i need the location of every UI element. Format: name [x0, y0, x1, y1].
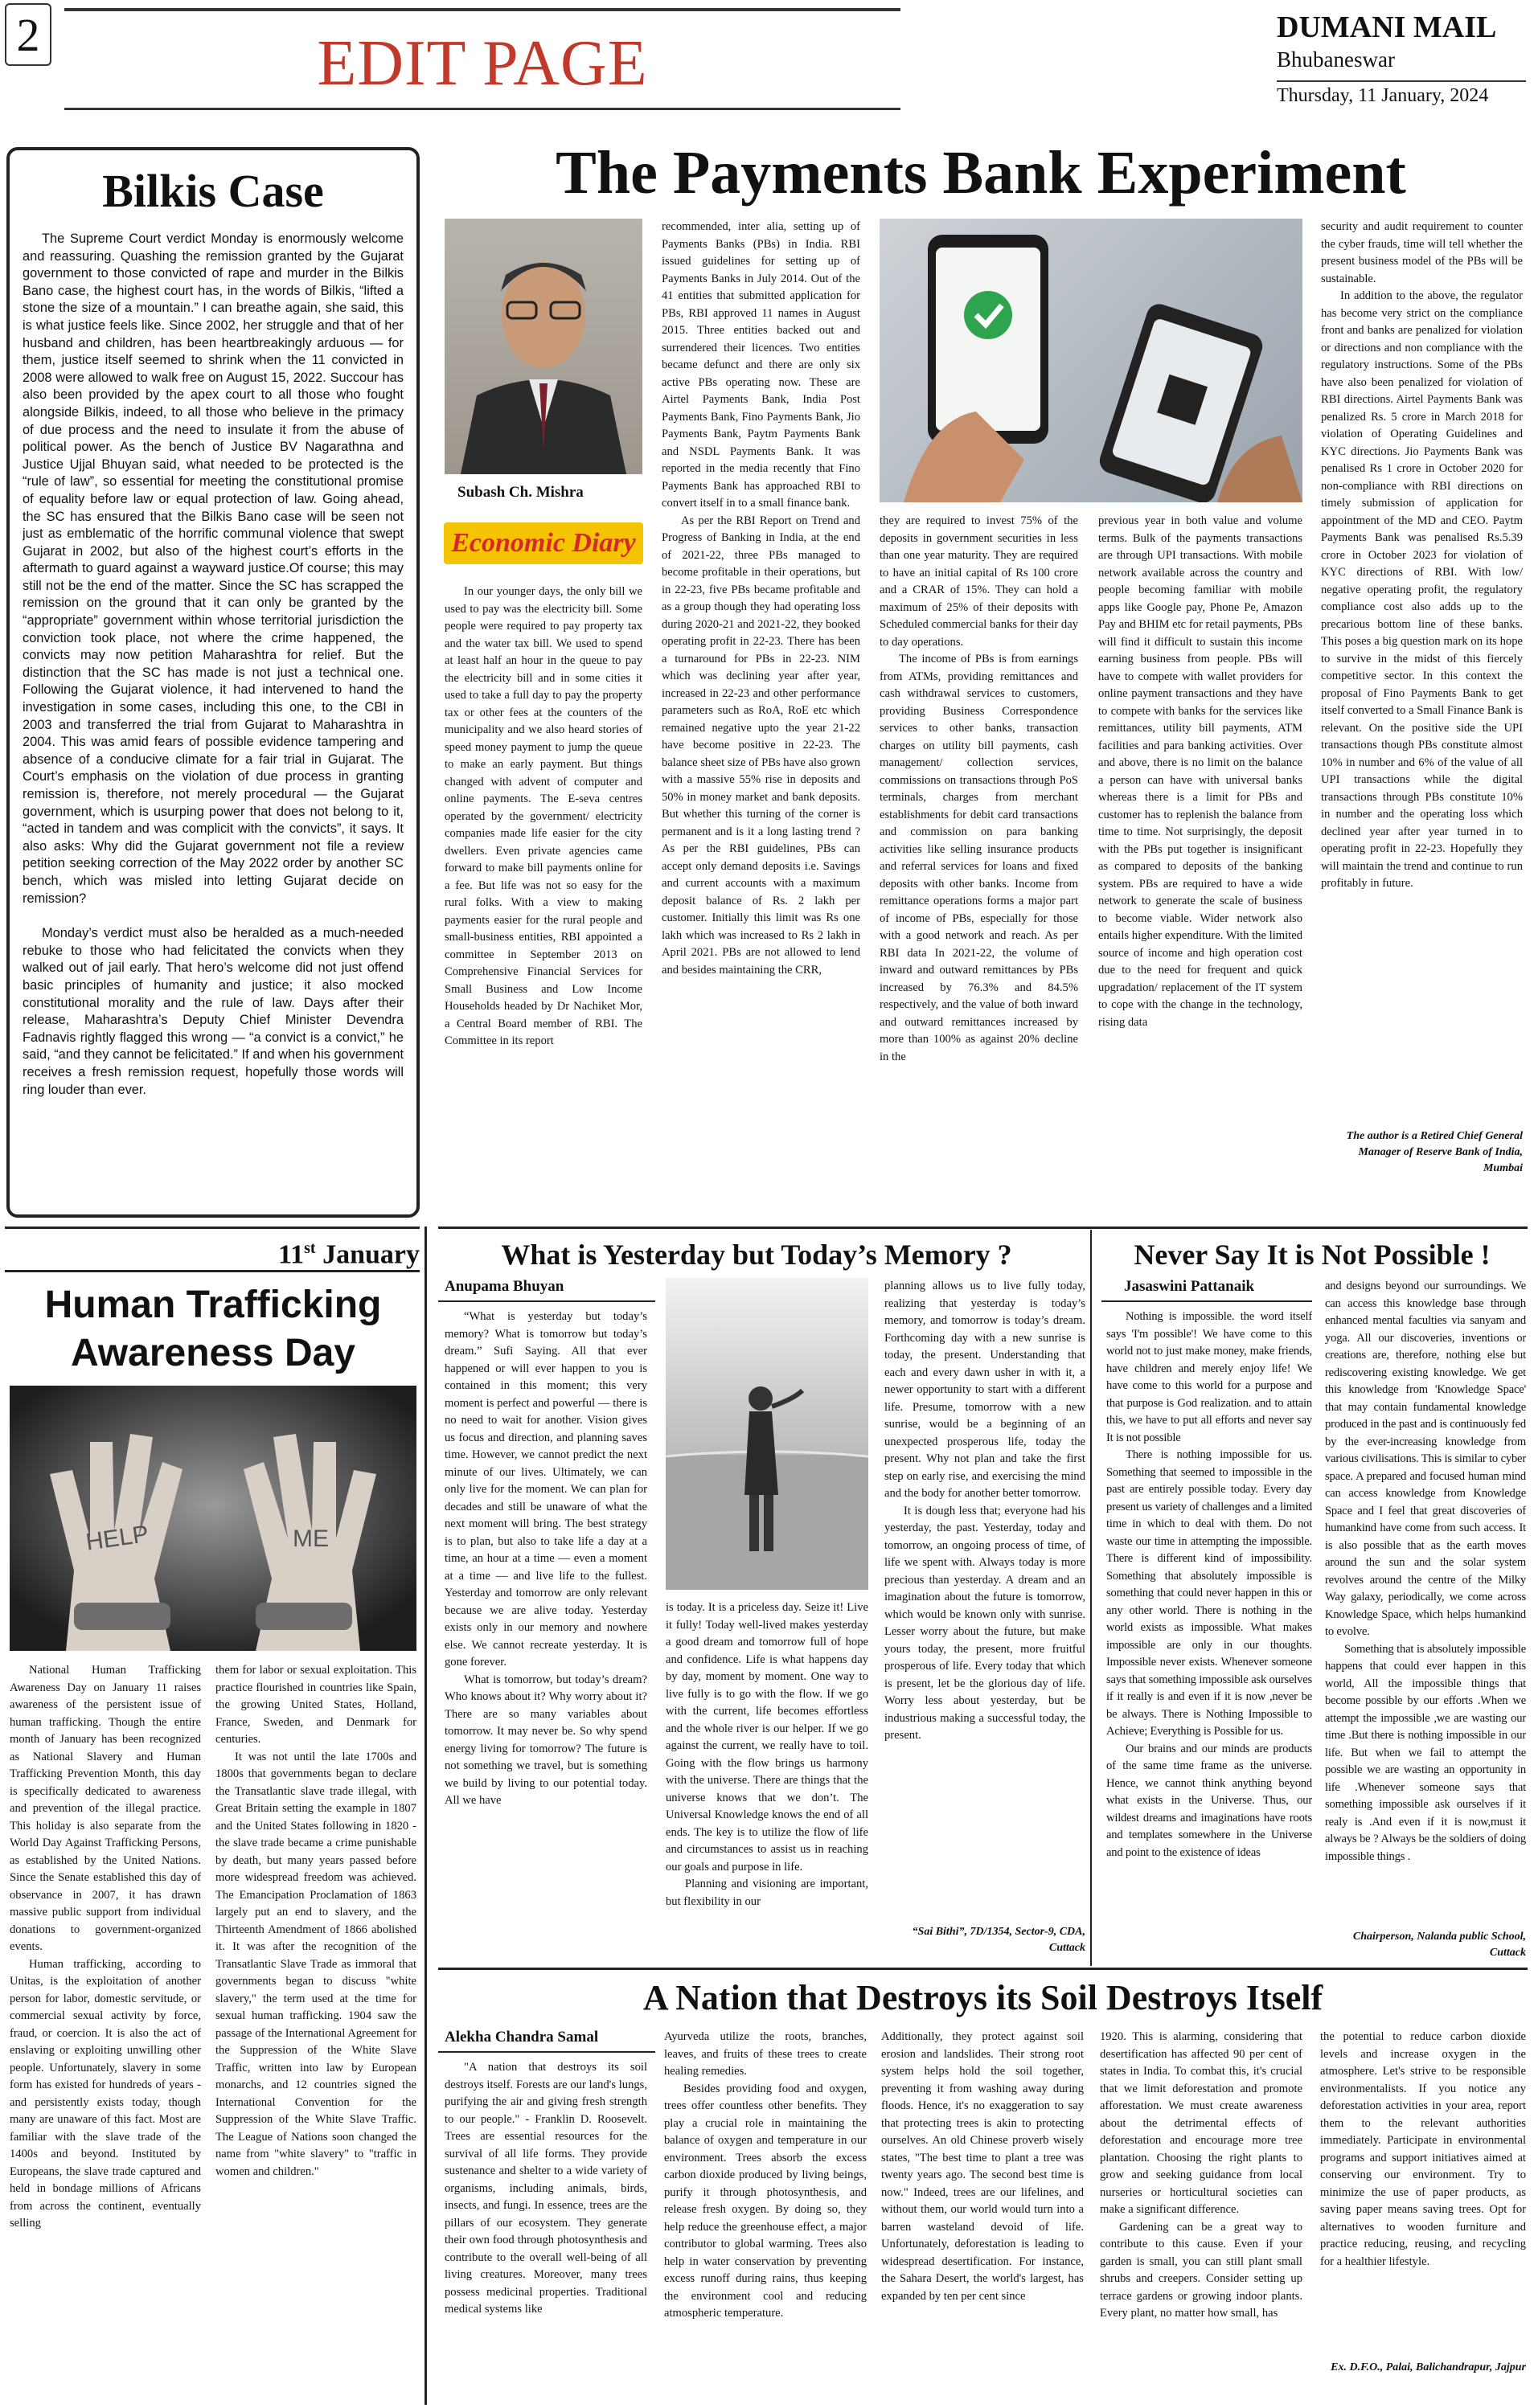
date-rule — [1277, 80, 1526, 82]
article-paragraph: As per the RBI Report on Trend and Progress of Banking in India, at the end of 2021-22, three PBs managed to become profitable in their operations, but in 22-23, five PBs became profitable and as a group though they had operating loss during 2020-21 and 2021-22, they booked operating profit in 22-23. There has been a turnaround for PBs in 22-23. NIM which was declining year after year, increased in 22-23 and other performance parameters such as RoA, RoE etc which remained negative upto the year 21-22 have become positive in 22-23. The balance sheet size of PBs have also grown with a massive 55% rise in deposits and 50% in money market and bank deposits. But whether this turning of the corner is permanent and is it a long lasting trend ? As per the RBI guidelines, PBs can accept only demand deposits i.e. Savings and current accounts with a maximum deposit balance of Rs. 2 lakh per customer. Initially this limit was Rs one lakh which was increased to Rs 2 lakh in April 2021. PBs are not allowed to lend and besides maintaining the CRR, — [662, 514, 860, 977]
chained-hands-photo — [10, 1386, 416, 1651]
article-paragraph: planning allows us to live fully today, realizing that yesterday is today’s memory, and tomorrow is today’s dream. Forthcoming day with a new sunrise is today, the present. Understanding that each and every dawn usher in with it, a newer opportunity to start with a different life. Presume, tomorrow with a new sunrise, would be a beginning of an unexpected prosperous life, today the present. Why not plan and take the first step on early rise, and exercising the mind and the body for another better tomorrow. — [884, 1280, 1085, 1500]
article-paragraph: In addition to the above, the regulator has become very strict on the compliance front and banks are penalized for violation or directions and non compliance with the regulatory instructions. Some of the PBs have also been penalized for violation of RBI directions. Airtel Payments Bank was penalized Rs. 5 crore in March 2018 for violation of Operating Guidelines and KYC directions. Jio Payments Bank was penalised Rs 1 crore in October 2020 for non-compliance with RBI directions on timely submission of application for appointment of the MD and CEO. Paytm Payments Bank was penalised Rs.5.39 crore in October 2023 for violation of KYC directions of RBI. With low/ negative operating profit, the regulatory compliance cost also adds up to the precarious bottom line of these banks. This poses a big question mark on its hope to survive in the midst of this fiercely competitive sector. In this context the proposal of Fino Payments Bank to get itself converted to a Small Finance Bank is relevant. On the positive side the UPI transactions though PBs constitute almost 10% in number and 6% of the value of all UPI transactions while the digital transactions through PBs constitute 10% in number and the operating loss which declined year after year turned in to operating profit in 22-23. Hopefully they will maintain the trend and continue to run profitably in future. — [1321, 289, 1523, 890]
article-paragraph: Nothing is impossible. the word itself says 'I'm possible'! We have come to this world not to just make money, make friends, have children and merely enjoy life! We have come to this world for a purpose and that purpose is God realization. and to attain this, we have to put all efforts and never say It is not possible — [1106, 1310, 1312, 1444]
yesterday-author: Anupama Bhuyan — [445, 1278, 564, 1295]
article-paragraph: It is dough less that; everyone had his yesterday, the past. Yesterday, today and tomorrow, an ongoing process of time, of life we spent with. Always today is more precious than yesterday. A dream and an imagination about the future is tomorrow, which would be known only with sunrise. Lesser worry about the future, but make yours today, the present, more fruitful prosperous of life. Every today that which is present, let be the glorious day of life. Worry less about yesterday, but be industrious making a successful today, the present. — [884, 1504, 1085, 1742]
article-paragraph: The income of PBs is from earnings from ATMs, providing remittances and cash withdrawal services to customers, providing Business Correspondence services to other banks, transaction charges on utility bill payments, cash management/ collection services, commissions on transactions through PoS terminals, charges from merchant establishments for debit card transactions and commission on para banking activities like selling insurance products and referral services for loans and fixed deposits with other banks. Income from remittance operations forms a major part of income of PBs, especially for those with a good network and reach. As per RBI data In 2021-22, the volume of inward and outward remittances by PBs increased by 76.3% and 84.5% respectively, and the value of both inward and outward remittances increased by more than 100% as against 20% decline in the — [880, 653, 1078, 1063]
never-author: Jasaswini Pattanaik — [1124, 1278, 1255, 1295]
article-paragraph: recommended, inter alia, setting up of Payments Banks (PBs) in India. RBI issued guidelines for setting up of Payments Banks in July 2014. Out of the 41 entities that submitted application for PBs, RBI approved 11 names in August 2015. Three entities backed out and surrendered their licences. Two entities became defunct and there are only six active PBs operating now. These are Airtel Payments Bank, India Post Payments Bank, Fino Payments Bank, Jio Payments Bank, Paytm Payments Bank and NSDL Payments Bank. It was reported in the media recently that Fino Payments Bank has approached RBI to convert itself in to a small finance bank. — [662, 220, 860, 510]
soil-column-5 — [1320, 2029, 1526, 2350]
payments-column-2 — [662, 219, 860, 1194]
economic-diary-logo — [444, 522, 643, 564]
masthead-top-rule — [64, 8, 900, 11]
author-photo — [445, 219, 642, 474]
article-paragraph: security and audit requirement to counter the cyber frauds, time will tell whether the present business model of the PBs will be sustainable. — [1321, 220, 1523, 285]
section-divider — [438, 1227, 1528, 1229]
soil-author-credit: Ex. D.F.O., Palai, Balichandrapur, Jajpur — [1331, 2361, 1526, 2373]
date-month: January — [322, 1239, 420, 1270]
soil-column-1 — [445, 2059, 647, 2405]
hand-text-left: HELP — [84, 1521, 150, 1556]
article-paragraph: In our younger days, the only bill we used to pay was the electricity bill. Some people were required to pay property tax and the water tax bill. We used to spend at least half an hour in the queue to pay the electricity bill and in some cities it used to take a full day to pay the property tax or other fees at the counters of the municipality and we also heard stories of speed money payment to jump the queue to make an early payment. But things changed with advent of computer and online payments. The E-seva centres operated by the government/ electricity companies made life easier for the city dwellers. Even private agencies came forward to make bill payments online for a fee. But life was not so easy for the rural folks. With a view to making payments easier for the rural people and small-business entities, RBI appointed a committee in September 2013 on Comprehensive Financial Services for Small Business and Low Income Households headed by Dr Nachiket Mor, a Central Board member of RBI. The Committee in its report — [445, 585, 642, 1047]
page-number: 2 — [16, 9, 40, 61]
byline-rule — [438, 2051, 655, 2053]
editorial-paragraph: The Supreme Court verdict Monday is enormously welcome and reassuring. Quashing the remission granted by the Gujarat government to those convicted of rape and murder in the Bilkis Bano case, the highest court has, in the words of Bilkis, “lifted a stone the size of a mountain.” I can breathe again, she said, this is what justice feels like. Since 2002, her struggle and that of her husband and children, has been heartbreakingly arduous — for them, justice itself seemed to shrink when the 11 convicted in 2008 were allowed to walk free on August 15, 2022. Succour has also been provided by the apex court to all those who fought alongside Bilkis, indeed, to all those who believe in the primacy of due process and the need to insulate it from the abuse of political power. As the bench of Justice BV Nagarathna and Justice Ujjal Bhuyan said, what needed to be protected is the “rule of law”, so essential for meeting the constitutional promise of equality before law or equal protection of law. Going ahead, the SC has ensured that the Bilkis Bano case will be seen not just as emblematic of the horrific communal violence that swept Gujarat in 2002, but also of the highest court’s efforts in the aftermath to guard against a wayward justice.Of course; this may still not be the end of the matter. Since the SC has scrapped the remission on the ground that it can only be granted by the “appropriate” government within whose territorial jurisdiction the conviction took place, not where the crime happened, the convicts may now petition Maharashtra for relief. But the distinction that the SC has made is not just a technical one. Following the Gujarat violence, it had intervened to hand the investigation in some cases, including this one, to the CBI in 2003 and transferred the trial from Gujarat to Maharashtra in 2004. This was amid fears of possible evidence tampering and absence of a conducive climate for a fair trial in Gujarat. The Court’s emphasis on the violation of due process in granting remission is, therefore, not merely procedural — the Gujarat government, which is usurping power that does not belong to it, “acted in tandem and was complicit with the convicts”, it says. It also asks: Why did the Gujarat government not file a review petition seeking correction of the May 2022 order by another SC bench, which was misled into letting Gujarat decide on remission? — [23, 231, 404, 906]
article-paragraph: 1920. This is alarming, considering that desertification has affected 90 per cent of states in India. To combat this, it's crucial that we limit deforestation and promote afforestation. We must create awareness about the detrimental effects of deforestation and encourage more tree plantation. Choosing the right plants to grow and seeking guidance from local nurseries or horticultural societies can make a significant difference. — [1100, 2030, 1302, 2216]
article-paragraph: “What is yesterday but today’s memory? What is tomorrow but today’s dream.” Sufi Saying. All that ever happened or will ever happen to you is contained in this moment; this very moment is perfect and powerful — there is no need to wait for another. Vision gives us focus and direction, and planning saves time. However, we cannot predict the next minute of our lives. Ultimately, we can only live for the moment. We can plan for decades and still be unaware of what the next moment will bring. The best strategy is to plan, but also to take life a day at a time, an hour at a time — even a moment at a time — and live life to the fullest. Yesterday and tomorrow are only relevant because we are alive today. Yesterday exists only in our memory and nowhere else. We cannot recreate yesterday. It is gone forever. — [445, 1310, 647, 1669]
approved-checkmark-icon — [964, 291, 1012, 339]
article-paragraph: previous year in both value and volume terms. Bulk of the payments transactions are through UPI transactions. With mobile network available across the country and people becoming familiar with mobile apps like Google pay, Phone Pe, Amazon Pay and BHIM etc for retail payments, PBs will find it difficult to sustain this income earning business from people. PBs will have to compete with wallet providers for online payment transactions and they have to compete with banks for the services like remittances, utility bill payments, ATM facilities and para banking activities. Over and above, there is no limit on the balance a person can have with universal banks whereas there is a limit for PBs and customer has to replenish the balance from time to time. Not surprisingly, the deposit with the PBs put together is insignificant as compared to deposits of the banking system. PBs are required to have a wide network to generate the scale of business to become viable. Wider network also entails higher expenditure. With the limited source of income and high operation cost due to the need for frequent and quick upgradation/ replacement of the IT system to cope with the change in the technology, rising data — [1098, 514, 1302, 1029]
yesterday-column-2 — [666, 1599, 868, 1960]
payments-column-3 — [880, 513, 1078, 1194]
soil-author: Alekha Chandra Samal — [445, 2029, 599, 2046]
article-paragraph: Human trafficking, according to Unitas, is the exploitation of another person for labor, domestic servitude, or commercial sexual activity by force, fraud, or coercion. It is also the act of enslaving or exploiting unwilling other people. Unfortunately, slavery in some form has existed for hundreds of years - and persistently exists today, though many are unaware of this fact. Most are familiar with the slave trade of the 1400s and beyond. Instituted by Europeans, the slave trade captured and held in bondage millions of Africans from across the continent, eventually selling — [10, 1957, 201, 2230]
payments-author-credit: The author is a Retired Chief General Manager of Reserve Bank of India, Mumbai — [1346, 1130, 1523, 1174]
article-paragraph: them for labor or sexual exploitation. This practice flourished in countries like Spain, the growing United States, Holland, France, Sweden, and Denmark for centuries. — [215, 1664, 416, 1746]
article-paragraph: and designs beyond our surroundings. We can access this knowledge base through enhanced mental faculties via sanyam and yoga. All our discoveries, inventions or creations are, therefore, nothing else but rediscovering existing knowledge. We get this knowledge from 'Knowledge Space' that may contain fundamental knowledge produced in the past and is continuously fed by the ever-increasing knowledge from various civilisations. This is similar to cyber space. A prepared and focused human mind can access knowledge from Knowledge Space and I feel that great discoveries of humankind have come from such access. It is also possible that as the earth moves around the sun and the solar system revolves around the centre of the Milky Way galaxy, periodically, we come across Knowledge Space, which helps humankind to evolve. — [1325, 1280, 1526, 1638]
hand-text-right: ME — [293, 1525, 329, 1552]
never-headline: Never Say It is Not Possible ! — [1134, 1239, 1491, 1271]
date-suffix: st — [304, 1239, 316, 1257]
woman-at-sea-photo — [666, 1278, 868, 1590]
page-number-box — [5, 3, 51, 66]
city: Bhubaneswar — [1277, 47, 1395, 72]
editorial-body — [23, 231, 404, 1213]
date-day: 11 — [278, 1239, 305, 1270]
article-paragraph: National Human Trafficking Awareness Day on January 11 raises awareness of the persistent issue of human trafficking. Though the entire month of January has been recognized as National Slavery and Human Trafficking Prevention Month, this day is specifically dedicated to awareness and prevention of the illegal practice. This holiday is also separate from the World Day Against Trafficking Persons, as established by the United Nations. Since the Senate established this day of observance in 2007, it has drawn massive public support from individual donations to government-organized events. — [10, 1664, 201, 1953]
trafficking-divider — [5, 1227, 420, 1229]
yesterday-author-credit: “Sai Bithi”, 7D/1354, Sector-9, CDA, Cuttack — [912, 1926, 1085, 1954]
soil-column-4 — [1100, 2029, 1302, 2405]
editorial-title: Bilkis Case — [102, 165, 324, 217]
never-column-2 — [1325, 1278, 1526, 1927]
editorial-paragraph: Monday’s verdict must also be heralded as a much-needed rebuke to those who had felicitated the convicts when they walked out of jail early. That hero’s welcome did not just offend basic principles of humanity and justice; it also mocked constitutional morality and the rule of law. Days after their release, Maharashtra’s Deputy Chief Minister Devendra Fadnavis rightly flagged this wrong — “a convict is a convict,” he said, “and they cannot be felicitated.” If and when his government receives a fresh remission request, hopefully those words will ring louder than ever. — [23, 926, 404, 1097]
never-column-1 — [1106, 1308, 1312, 1961]
article-paragraph: is today. It is a priceless day. Seize it! Live it fully! Today well-lived makes yesterday a good dream and tomorrow full of hope and confidence. Life is what happens day by day, moment by moment. One way to live fully is to go with the flow. If we go with the current, life becomes effortless and the whole river is our helper. If we go against the current, we really have to toil. Going with the flow brings us harmony with the universe. There are things that the universe knows that we don’t. The Universal Knowledge knows the end of all ends. The key is to utilize the flow of life and circumstances to assist us in reaching our goals and purpose in life. — [666, 1601, 868, 1874]
economic-diary-label: Economic Diary — [451, 528, 636, 558]
article-paragraph: Something that is absolutely impossible happens that could ever happen in this world, All the impossible things that become possible by our efforts .When we attempt the impossible ,we are wasting our time .But there is nothing impossible in our life. But when we fail to attempt the possible we are wasting an opportunity in life .Whenever someone says that something impossible ask ourselves if it realy is .And even if it is now,must it always be ? Always be the soldiers of doing impossible things . — [1325, 1642, 1526, 1863]
bilkis-editorial-box — [6, 147, 420, 1218]
payments-column-4 — [1098, 513, 1302, 1194]
vertical-divider — [1090, 1230, 1092, 1966]
paper-name: DUMANI MAIL — [1277, 10, 1497, 44]
article-paragraph: Our brains and our minds are products of the same time frame as the universe. Hence, we cannot think anything beyond what exists in the Universe. Thus, our wildest dreams and imaginations have roots and templates somewhere in the Universe and point to the existence of ideas — [1106, 1742, 1312, 1859]
soil-column-2 — [664, 2029, 867, 2405]
soil-column-3 — [881, 2029, 1084, 2405]
article-paragraph: It was not until the late 1700s and 1800s that governments began to declare the Transatlantic slave trade illegal, with Great Britain setting the example in 1807 and the United States following in 1820 - the slave trade became a crime punishable by death, but many years passed before more widespread freedom was achieved. The Emancipation Proclamation of 1863 largely put an end to slavery, and the Thirteenth Amendment of 1866 abolished it. It was after the recognition of the Transatlantic Slave Trade as immoral that governments began to discuss "white slavery," the term used at the time for sexual human trafficking. 1904 saw the passage of the International Agreement for the Suppression of the White Slave Traffic, written into law by European monarchs, and 12 countries signed the International Convention for the Suppression of the White Slave Traffic. The League of Nations soon changed the name from "white slavery" to "traffic in women and children." — [215, 1750, 416, 2178]
article-paragraph: they are required to invest 75% of the deposits in government securities in less than one year maturity. They are required to have an initial capital of Rs 100 crore and a CRAR of 15%. They can hold a maximum of 25% of their deposits with Scheduled commercial banks for their day to day operations. — [880, 514, 1078, 649]
soil-headline: A Nation that Destroys its Soil Destroys Itself — [642, 1978, 1323, 2017]
byline-rule — [438, 1300, 655, 1302]
section-divider — [438, 1968, 1528, 1970]
byline-rule — [1101, 1300, 1312, 1302]
yesterday-column-3 — [884, 1278, 1085, 1905]
payments-column-1 — [445, 584, 642, 1194]
article-paragraph: Ayurveda utilize the roots, branches, leaves, and fruits of these trees to create healing remedies. — [664, 2030, 867, 2078]
article-paragraph: Besides providing food and oxygen, trees offer countless other benefits. They play a crucial role in maintaining the balance of oxygen and temperature in our environment. Trees absorb the excess carbon dioxide produced by living beings, purify it through photosynthesis, and release fresh oxygen. By doing so, they help reduce the greenhouse effect, a major contributor to global warming. Trees also help in water conservation by preventing excess runoff during rains, thus keeping the environment cool and reducing atmospheric temperature. — [664, 2082, 867, 2320]
vertical-divider — [425, 1227, 427, 2405]
article-paragraph: the potential to reduce carbon dioxide levels and increase oxygen in the atmosphere. Let's strive to be responsible environmentalists. If you notice any deforestation activities in your area, report them to the relevant authorities immediately. Participate in environmental programs and support initiatives aimed at conserving our environment. Try to minimize the use of paper products, as saving paper means saving trees. Opt for alternatives to wooden furniture and practice reducing, reusing, and recycling for a healthier lifestyle. — [1320, 2030, 1526, 2268]
article-paragraph: Additionally, they protect against soil erosion and landslides. Their strong root system helps hold the soil together, preventing it from washing away during floods. Hence, it's no exaggeration to say that protecting trees is akin to protecting ourselves. An old Chinese proverb wisely states, "The best time to plant a tree was twenty years ago. The second best time is now." Indeed, trees are our lifelines, and without them, our world would turn into a barren wasteland devoid of life. Unfortunately, deforestation is leading to widespread desertification. For instance, the Sahara Desert, the world's largest, has expanded by ten per cent since — [881, 2030, 1084, 2303]
payments-author: Subash Ch. Mishra — [457, 484, 584, 501]
trafficking-title-rule — [5, 1270, 420, 1272]
never-author-credit: Chairperson, Nalanda public School, Cuttack — [1352, 1931, 1526, 1959]
article-paragraph: There is nothing impossible for us. Something that seemed to impossible in the past are entirely possible today. Every day present us variety of challenges and a limited time in which to deal with them. Do not waste our time in attempting the impossible. There is different kind of impossibility. Something that absolutely impossible is something that could never happen in this or any other world. There is nothing in the world exists as impossible. What makes impossible are only in our thoughts. Impossible never exists. Whenever someone says that something impossible ask ourselves if it really is and even if it is now ,never be be always. There is Nothing Impossible to Achieve; Everything is Possible for us. — [1106, 1448, 1312, 1738]
payments-column-5 — [1321, 219, 1523, 1071]
date: Thursday, 11 January, 2024 — [1277, 85, 1489, 106]
trafficking-date — [217, 1231, 420, 1272]
yesterday-column-1 — [445, 1308, 647, 1960]
payments-headline: The Payments Bank Experiment — [556, 139, 1406, 207]
payments-phone-photo — [880, 219, 1302, 502]
trafficking-title: Human Trafficking Awareness Day — [44, 1284, 382, 1374]
trafficking-column-2 — [215, 1662, 416, 2403]
yesterday-headline: What is Yesterday but Today’s Memory ? — [501, 1239, 1012, 1271]
section-title: EDIT PAGE — [317, 28, 648, 99]
article-paragraph: Gardening can be a great way to contribute to this cause. Even if your garden is small, you can still plant small shrubs and creepers. Consider setting up terrace gardens or growing indoor plants. Every plant, no matter how small, has — [1100, 2220, 1302, 2320]
masthead-bottom-rule — [64, 108, 900, 110]
trafficking-column-1 — [10, 1662, 201, 2403]
article-paragraph: "A nation that destroys its soil destroys itself. Forests are our land's lungs, purifying the air and giving fresh strength to our people." - Franklin D. Roosevelt. Trees are essential resources for the survival of all life forms. They provide sustenance and shelter to a wide variety of organisms, including animals, birds, insects, and fungi. In essence, trees are the pillars of our ecosystem. They generate their own food through photosynthesis and contribute to the overall well-being of all living creatures. Moreover, many trees possess medicinal properties. Traditional medical systems like — [445, 2061, 647, 2316]
article-paragraph: Planning and visioning are important, but flexibility in our — [666, 1878, 868, 1908]
article-paragraph: What is tomorrow, but today’s dream? Who knows about it? Why worry about it? There are so many variables about tomorrow. It may never be. So why spend energy living for tomorrow? The future is not something we travel, but is something we build by living to our potential today. All we have — [445, 1673, 647, 1807]
